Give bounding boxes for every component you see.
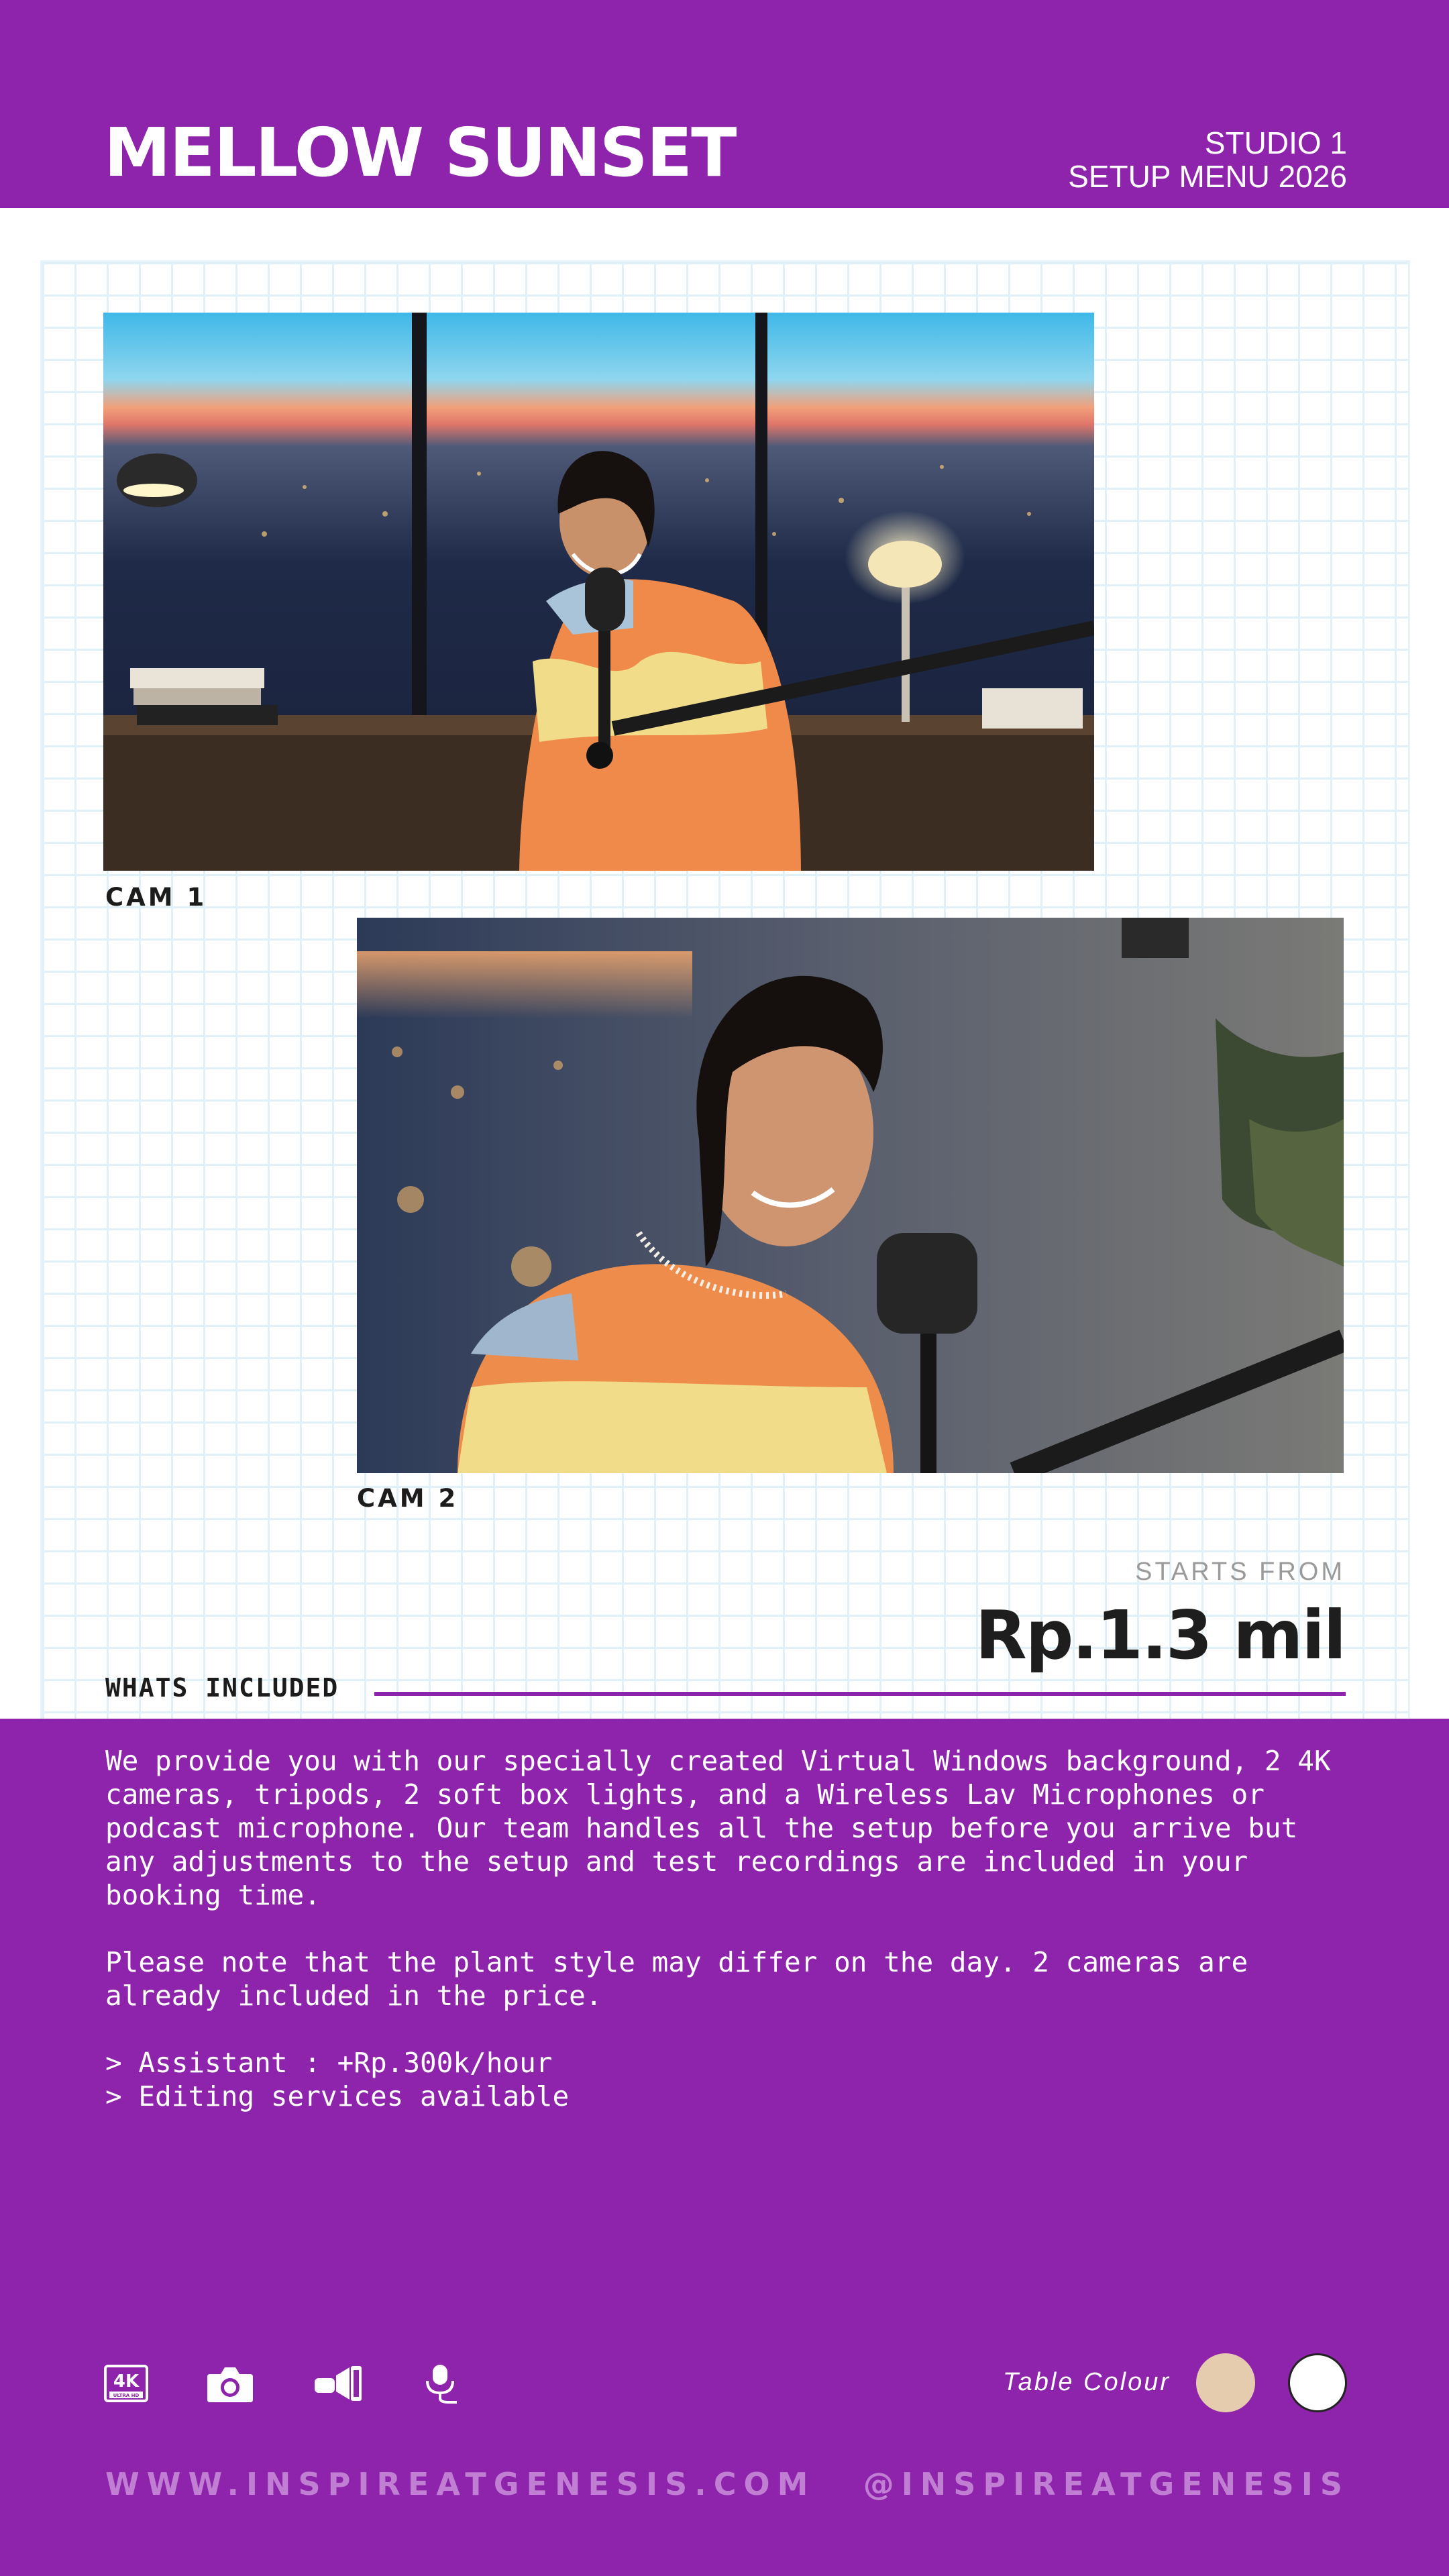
svg-text:ULTRA HD: ULTRA HD [113, 2392, 140, 2398]
4k-ultra-hd-icon [104, 2365, 148, 2406]
table-colour-swatch-white[interactable] [1288, 2353, 1347, 2412]
cam1-photo [103, 313, 1094, 871]
page-title: MELLOW SUNSET [104, 113, 736, 192]
table-colour-label: Table Colour [1002, 2368, 1171, 2396]
camera-icon [206, 2363, 254, 2407]
extras-item-editing: > Editing services available [105, 2080, 570, 2112]
feature-icons [104, 2361, 460, 2408]
table-colour-swatch-wood[interactable] [1196, 2353, 1255, 2412]
extras-list [105, 2046, 1360, 2113]
svg-text:4K: 4K [113, 2371, 140, 2392]
section-divider [374, 1692, 1346, 1696]
extras-item-assistant: > Assistant : +Rp.300k/hour [105, 2047, 553, 2079]
cam1-label: CAM 1 [105, 883, 207, 912]
price-value: Rp.1.3 mil [975, 1596, 1345, 1674]
cam2-photo [357, 918, 1344, 1473]
website-link[interactable]: WWW.INSPIREATGENESIS.COM [105, 2466, 816, 2502]
included-paragraph-2: Please note that the plant style may differ on the day. 2 cameras are already included in the price. [105, 1946, 1248, 2012]
included-paragraph-1: We provide you with our specially created Virtual Windows background, 2 4K cameras, tripods, 2 soft box lights, and a Wireless Lav Microphones or podcast microphone. Our team handles all the setup before you arrive but any adjustments to the setup and test recordings are included in your booking time. [105, 1745, 1331, 1911]
studio-scene-wide-image [103, 313, 1094, 871]
cam2-label: CAM 2 [357, 1484, 459, 1513]
studio-scene-closeup-image [357, 918, 1344, 1473]
starts-from-label: STARTS FROM [1135, 1558, 1345, 1586]
setup-menu-label: SETUP MENU 2026 [1068, 159, 1347, 194]
whats-included-heading: WHATS INCLUDED [105, 1673, 339, 1703]
studio-info [1068, 126, 1347, 193]
lav-microphone-icon [422, 2362, 460, 2408]
header-bar [0, 0, 1449, 208]
social-handle-link[interactable]: @INSPIREATGENESIS [863, 2466, 1350, 2502]
included-description [105, 1744, 1360, 2113]
studio-label: STUDIO 1 [1204, 125, 1347, 160]
softbox-light-icon [312, 2363, 364, 2407]
